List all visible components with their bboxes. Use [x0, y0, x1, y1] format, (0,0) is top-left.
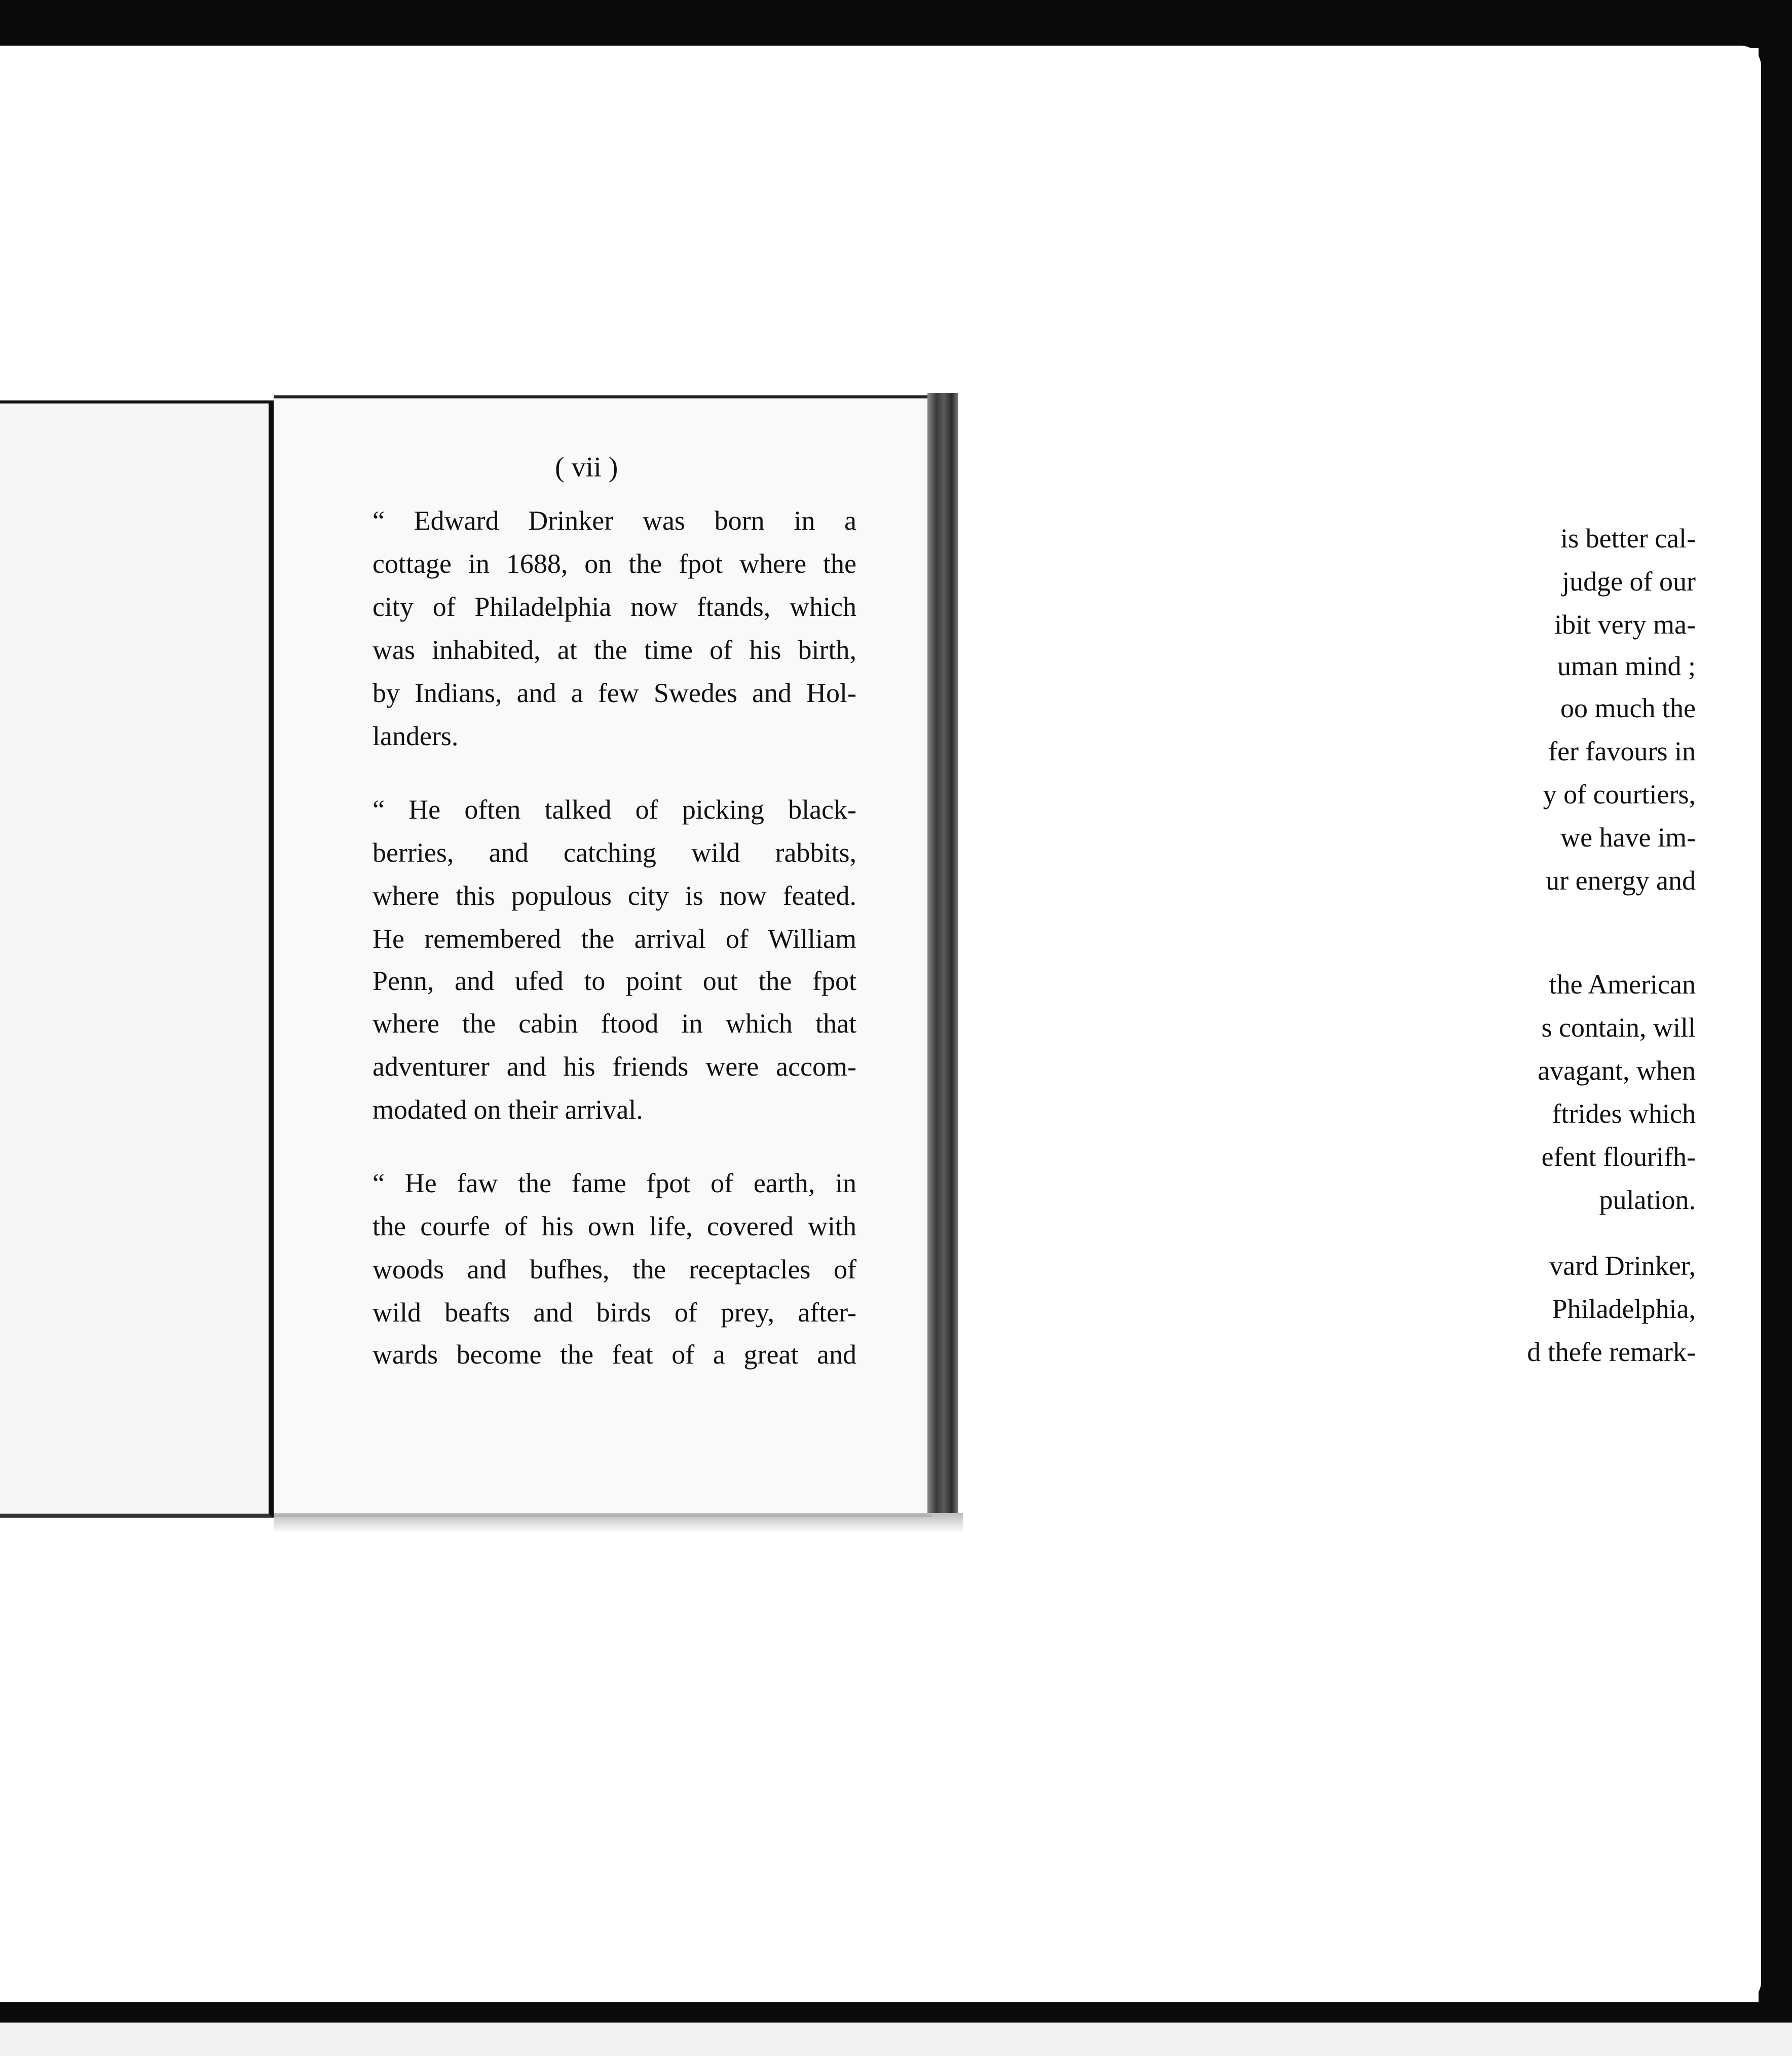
right-p1-line-2: cottage in 1688, on the fpot where the [372, 548, 856, 579]
right-p3-line-2: the courfe of his own life, covered with [372, 1211, 856, 1241]
right-p2-line-5: Penn, and ufed to point out the fpot [372, 966, 856, 996]
left-line-11: s contain, will [1541, 1012, 1696, 1043]
left-line-5: oo much the [1560, 693, 1696, 723]
left-line-3: ibit very ma- [1554, 609, 1696, 640]
left-line-13: ftrides which [1552, 1098, 1696, 1129]
right-p2-line-6: where the cabin ftood in which that [372, 1008, 856, 1039]
book-shadow [274, 1513, 963, 1533]
right-p1-line-6: landers. [372, 721, 459, 751]
left-line-10: the American [1549, 969, 1696, 1000]
right-p2-line-7: adventurer and his friends were accom- [372, 1051, 856, 1082]
page-block-edge [927, 393, 958, 1513]
left-line-2: judge of our [1562, 566, 1696, 597]
right-p1-line-4: was inhabited, at the time of his birth, [372, 635, 856, 665]
left-line-4: uman mind ; [1557, 651, 1696, 681]
right-p1-line-3: city of Philadelphia now ftands, which [372, 592, 856, 622]
left-line-17: Philadelphia, [1552, 1294, 1696, 1324]
left-line-7: y of courtiers, [1543, 779, 1696, 810]
right-p3-line-3: woods and bufhes, the receptacles of [372, 1254, 856, 1284]
left-line-15: pulation. [1599, 1185, 1696, 1215]
right-p2-line-2: berries, and catching wild rabbits, [372, 837, 856, 868]
left-line-18: d thefe remark- [1527, 1337, 1696, 1367]
right-p2-line-1: “ He often talked of picking black- [372, 794, 856, 825]
left-line-1: is better cal- [1560, 523, 1696, 554]
left-line-12: avagant, when [1538, 1055, 1696, 1086]
right-p3-line-5: wards become the feat of a great and [372, 1339, 856, 1370]
right-p1-line-5: by Indians, and a few Swedes and Hol- [372, 678, 856, 708]
left-line-16: vard Drinker, [1549, 1251, 1696, 1281]
left-line-9: ur energy and [1546, 865, 1696, 896]
right-p3-line-4: wild beafts and birds of prey, after- [372, 1297, 856, 1328]
right-p1-line-1: “ Edward Drinker was born in a [372, 505, 856, 536]
right-p3-line-1: “ He faw the fame fpot of earth, in [372, 1168, 856, 1198]
left-page [0, 400, 274, 1518]
right-p2-line-4: He remembered the arrival of William [372, 924, 856, 954]
left-line-6: fer favours in [1548, 736, 1696, 766]
left-line-14: efent flourifh- [1541, 1142, 1696, 1172]
page-number-header: ( vii ) [555, 452, 618, 483]
scan-border-right [1759, 0, 1792, 2056]
right-p2-line-3: where this populous city is now feated. [372, 880, 856, 911]
right-p2-line-8: modated on their arrival. [372, 1094, 643, 1125]
scan-bottom-strip [0, 2023, 1792, 2056]
left-line-8: we have im- [1560, 822, 1696, 853]
scan-border-top [0, 0, 1792, 48]
